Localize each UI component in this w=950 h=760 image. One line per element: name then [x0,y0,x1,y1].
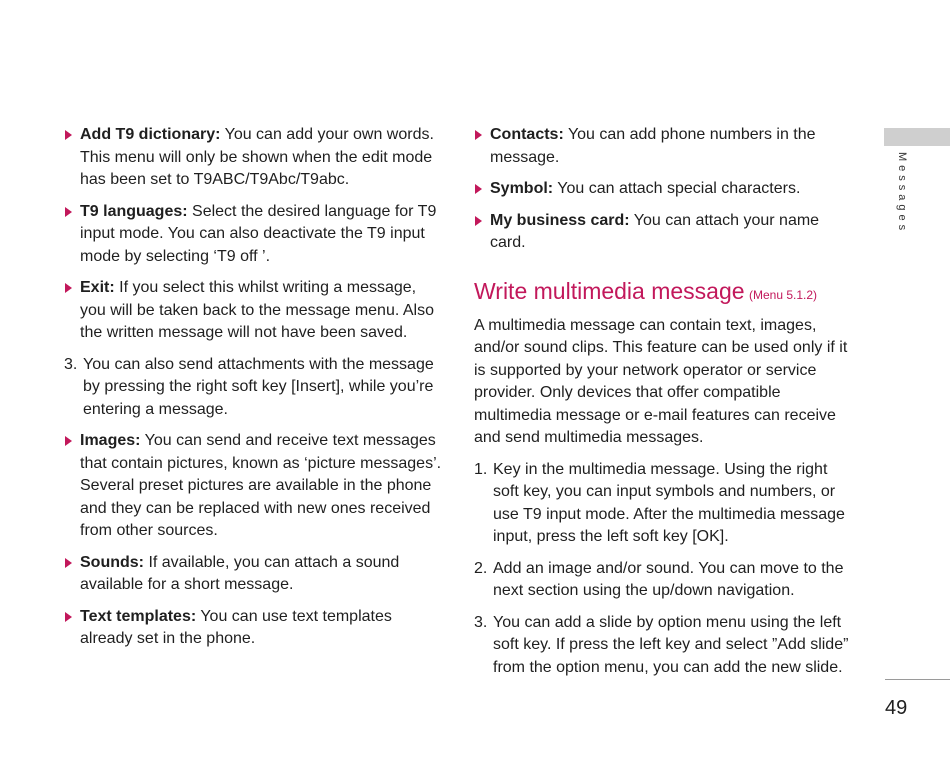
bullet-term: Symbol: [490,180,554,197]
bullet-text: If you select this whilst writing a message, you will be taken back to the message menu. Also the written message will not have been saved. [80,279,434,341]
bullet-term: My business card: [490,211,630,229]
menu-reference: (Menu 5.1.2) [749,287,818,302]
side-tab-label: Messages [896,152,908,235]
bullet-term: Sounds: [80,553,144,571]
bullet-t9-languages [64,201,444,269]
triangle-right-icon [475,216,482,226]
section-heading [474,277,854,309]
bullet-term: Images: [80,432,141,449]
bullet-exit [64,277,444,345]
step-number: 3. [64,355,78,373]
section-intro: A multimedia message can contain text, images, and/or sound clips. This feature can be used only if it is supported by your network operator or service provider. Only devices that offer compatible multimedia message or e-mail features can receive and send multimedia messages. [474,316,848,446]
section-title: Write multimedia message [474,277,745,304]
page-number-rule [885,679,950,680]
bullet-sounds [64,552,444,597]
triangle-right-icon [65,436,72,446]
triangle-right-icon [475,184,482,194]
step-number: 1. [474,460,488,478]
bullet-text: You can attach special characters. [553,180,801,197]
step-number: 2. [474,559,488,577]
bullet-term: Exit: [80,279,115,296]
triangle-right-icon [475,130,482,140]
triangle-right-icon [65,130,72,140]
triangle-right-icon [65,207,72,217]
step-text: You can also send attachments with the message by pressing the right soft key [Insert], while you’re entering a message. [83,355,434,418]
bullet-text: You can add your own words. This menu will only be shown when the edit mode has been set to T9ABC/T9Abc/T9abc. [80,126,434,188]
bullet-text: Select the desired language for T9 input mode. You can also deactivate the T9 input mode by selecting ‘T9 off ’. [80,202,437,265]
bullet-text: If available, you can attach a sound available for a short message. [80,553,400,593]
bullet-term: Add T9 dictionary: [80,126,221,143]
bullet-text: You can send and receive text messages that contain pictures, known as ‘picture messages’. Several preset pictures are available in the phone and they can be replaced with new ones received from other sources. [80,432,442,539]
page-number: 49 [885,697,908,719]
bullet-text: You can attach your name card. [490,211,820,251]
bullet-contacts [474,124,854,169]
bullet-text: You can add phone numbers in the message. [490,126,816,166]
step-number: 3. [474,613,488,631]
triangle-right-icon [65,612,72,622]
bullet-term: T9 languages: [80,202,188,220]
step-text: Key in the multimedia message. Using the right soft key, you can input symbols and numbers, or use T9 input mode. After the multimedia message input, press the left soft key [OK]. [493,460,845,545]
bullet-text-templates [64,606,444,651]
bullet-images [64,430,444,543]
bullet-symbol [474,178,854,201]
step-attachments [64,354,444,422]
bullet-my-business-card [474,210,854,255]
side-tab [884,128,950,146]
triangle-right-icon [65,283,72,293]
step-1 [474,459,854,549]
bullet-add-t9-dictionary [64,124,444,192]
triangle-right-icon [65,558,72,568]
right-column [474,124,854,688]
step-3 [474,612,854,680]
bullet-term: Text templates: [80,607,197,625]
step-2 [474,558,854,603]
step-text: Add an image and/or sound. You can move to the next section using the up/down navigation. [493,559,844,599]
bullet-term: Contacts: [490,126,564,143]
left-column [64,124,444,660]
bullet-text: You can use text templates already set in the phone. [80,607,392,647]
step-text: You can add a slide by option menu using the left soft key. If press the left key and select ”Add slide” from the option menu, you can add the new slide. [493,613,849,676]
